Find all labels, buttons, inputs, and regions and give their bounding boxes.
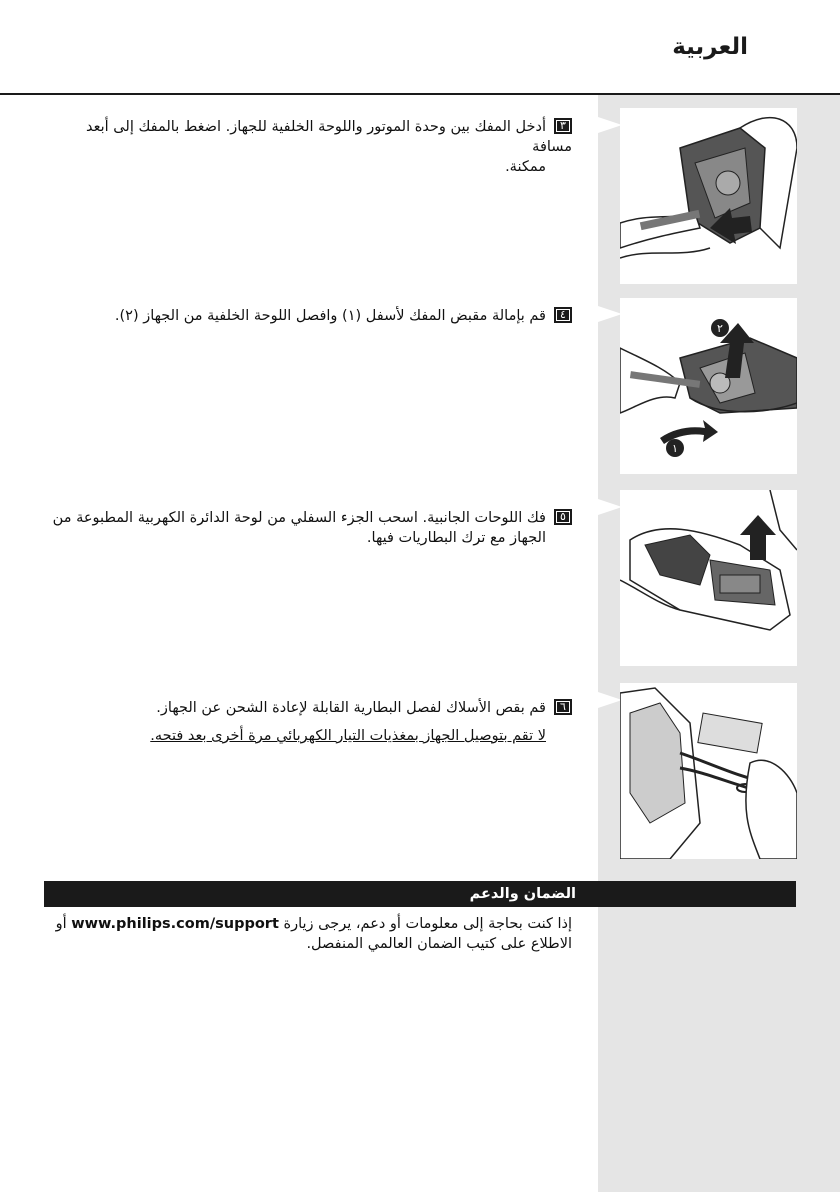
step4-marker-1: ١ [672,442,678,455]
step-number-badge: ٣ [554,118,572,134]
panel-pointer [598,117,622,141]
step-text-line [42,698,572,718]
step-number-badge: ٥ [554,509,572,525]
support-text-before: إذا كنت بحاجة إلى معلومات أو دعم، يرجى زيارة [283,916,572,932]
step5-illustration [620,490,797,666]
figure-step6 [620,683,797,859]
panel-pointer [598,306,622,330]
step-text-line: ممكنة. [505,159,546,175]
support-text-after: أو [55,916,67,932]
step-text-line [42,117,572,157]
figure-step3 [620,108,797,284]
step3-illustration [620,108,797,284]
step-5 [42,508,572,548]
support-line-1 [42,914,572,934]
support-line-2: الاطلاع على كتيب الضمان العالمي المنفصل. [306,936,572,952]
figure-step4 [620,298,797,474]
step4-illustration [620,298,797,474]
step-3 [42,117,572,177]
support-paragraph [42,914,572,954]
step-text: أدخل المفك بين وحدة الموتور واللوحة الخلفية للجهاز. اضغط بالمفك إلى أبعد مسافة [86,119,572,155]
step-text-line [42,508,572,528]
step-6 [42,698,572,746]
step-text: قم بقص الأسلاك لفصل البطارية القابلة لإعادة الشحن عن الجهاز. [156,700,546,716]
page-language-title: العربية [672,34,748,60]
panel-pointer [598,692,622,716]
step6-illustration [620,683,797,859]
step4-marker-2: ٢ [717,322,723,335]
step-number-badge: ٦ [554,699,572,715]
step-number-badge: ٤ [554,307,572,323]
section-header-bar [44,881,796,907]
step-text: فك اللوحات الجانبية. اسحب الجزء السفلي من لوحة الدائرة الكهربية المطبوعة من [52,510,546,526]
panel-pointer [598,499,622,523]
warning-text: لا تقم بتوصيل الجهاز بمغذيات التيار الكهربائي مرة أخرى بعد فتحه. [150,728,546,744]
step-4 [42,306,572,326]
figure-step5 [620,490,797,666]
step-text: قم بإمالة مقبض المفك لأسفل (١) وافصل اللوحة الخلفية من الجهاز (٢). [114,308,546,324]
step-text-line [42,306,572,326]
support-link[interactable]: www.philips.com/support [71,916,279,932]
section-title: الضمان والدعم [469,886,576,902]
step-text-line: الجهاز مع ترك البطاريات فيها. [366,530,546,546]
